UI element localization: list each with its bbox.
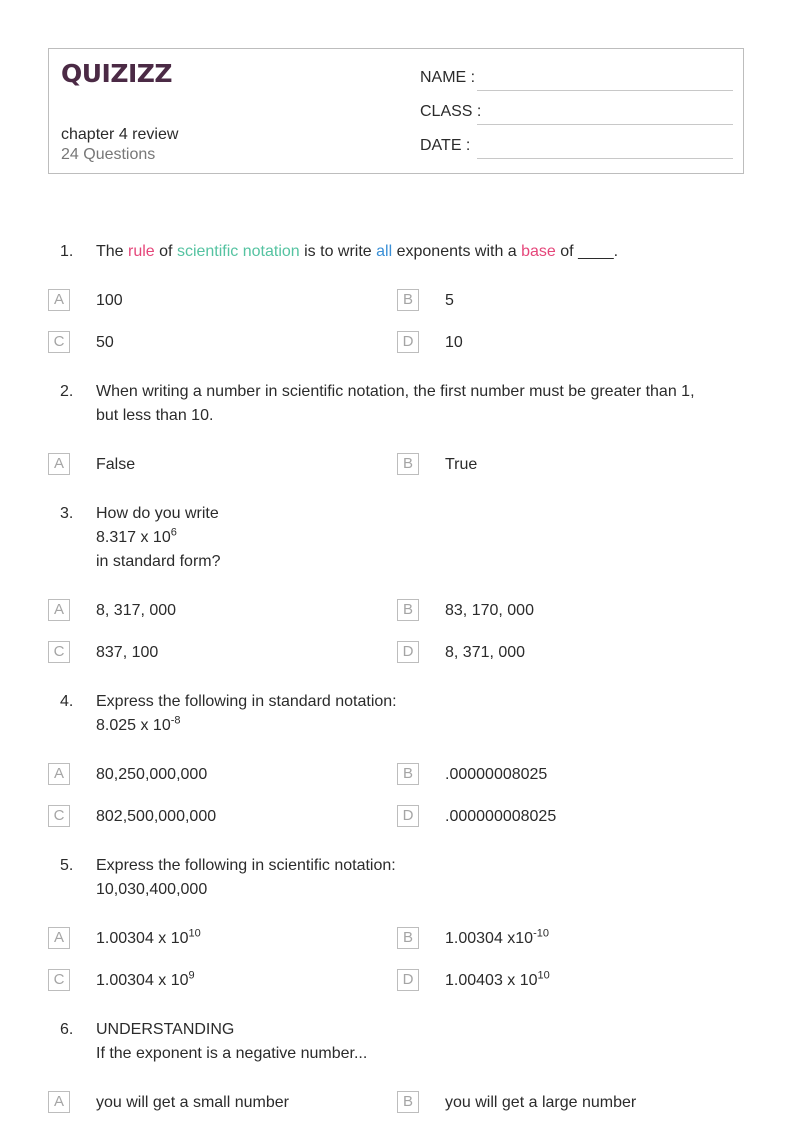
quizizz-logo: QUIZIZZ xyxy=(61,59,173,88)
number-base: 1.00403 x 10 xyxy=(445,972,538,989)
question-line: 10,030,400,000 xyxy=(96,881,208,898)
option-text: False xyxy=(96,456,136,473)
option-text: 100 xyxy=(96,292,123,309)
option-text: True xyxy=(445,456,478,473)
exponent: 10 xyxy=(188,927,201,940)
option-letter-box: D xyxy=(397,805,419,827)
option-letter-box: D xyxy=(397,331,419,353)
number-base: 8.317 x 10 xyxy=(96,529,171,546)
question-number: 1. xyxy=(60,243,74,260)
option-text xyxy=(96,927,201,951)
highlight-base: base xyxy=(521,243,556,260)
option-text: 50 xyxy=(96,334,114,351)
question-number: 5. xyxy=(60,857,74,874)
question-number: 3. xyxy=(60,505,74,522)
highlight-scientific-notation: scientific notation xyxy=(176,243,300,260)
name-field[interactable] xyxy=(477,89,733,91)
text-part: The xyxy=(96,243,129,260)
question-line: If the exponent is a negative number... xyxy=(96,1045,368,1062)
worksheet-title: chapter 4 review xyxy=(61,126,179,143)
option-letter-box: B xyxy=(397,1091,419,1113)
option-letter-box: B xyxy=(397,289,419,311)
option-letter-box: C xyxy=(48,331,70,353)
option-text xyxy=(445,969,550,993)
option-text: 8, 317, 000 xyxy=(96,602,177,619)
question-text xyxy=(96,1018,746,1066)
option-letter-box: A xyxy=(48,763,70,785)
question-line: Express the following in standard notation: xyxy=(96,693,397,710)
exponent: 6 xyxy=(170,526,177,539)
option-letter-box: C xyxy=(48,969,70,991)
question-line: Express the following in scientific notation: xyxy=(96,857,396,874)
option-letter-box: A xyxy=(48,1091,70,1113)
class-field[interactable] xyxy=(477,123,733,125)
question-line: How do you write xyxy=(96,505,219,522)
option-text: .00000008025 xyxy=(445,766,548,783)
number-base: 8.025 x 10 xyxy=(96,717,171,734)
question-number: 4. xyxy=(60,693,74,710)
option-text xyxy=(445,927,549,951)
question-text xyxy=(96,240,746,264)
question-text xyxy=(96,690,746,738)
number-base: 1.00304 x10 xyxy=(445,930,534,947)
question-count: 24 Questions xyxy=(61,146,156,163)
name-label: NAME : xyxy=(420,69,476,86)
question-text xyxy=(96,380,746,428)
exponent: 10 xyxy=(537,969,550,982)
question-text xyxy=(96,502,746,574)
option-letter-box: B xyxy=(397,927,419,949)
text-part: is to write xyxy=(299,243,377,260)
question-number: 2. xyxy=(60,383,74,400)
text-part: of ____. xyxy=(555,243,619,260)
exponent: -8 xyxy=(170,714,181,727)
option-text xyxy=(96,969,195,993)
text-part: of xyxy=(154,243,177,260)
option-letter-box: C xyxy=(48,805,70,827)
option-letter-box: A xyxy=(48,453,70,475)
option-letter-box: C xyxy=(48,641,70,663)
date-field[interactable] xyxy=(477,157,733,159)
option-text: 8, 371, 000 xyxy=(445,644,526,661)
option-letter-box: A xyxy=(48,927,70,949)
option-letter-box: B xyxy=(397,453,419,475)
option-text: 837, 100 xyxy=(96,644,159,661)
text-part: exponents with a xyxy=(392,243,522,260)
option-letter-box: B xyxy=(397,599,419,621)
highlight-rule: rule xyxy=(128,243,155,260)
highlight-all: all xyxy=(376,243,393,260)
question-line: When writing a number in scientific notation, the first number must be greater than 1, xyxy=(96,383,695,400)
question-number: 6. xyxy=(60,1021,74,1038)
worksheet-header xyxy=(48,48,744,174)
date-label: DATE : xyxy=(420,137,471,154)
option-letter-box: A xyxy=(48,289,70,311)
option-text: you will get a large number xyxy=(445,1094,637,1111)
class-label: CLASS : xyxy=(420,103,482,120)
option-letter-box: B xyxy=(397,763,419,785)
question-text xyxy=(96,854,746,902)
option-text: 802,500,000,000 xyxy=(96,808,217,825)
question-line: UNDERSTANDING xyxy=(96,1021,235,1038)
exponent: -10 xyxy=(533,927,549,940)
option-letter-box: D xyxy=(397,969,419,991)
option-text: you will get a small number xyxy=(96,1094,289,1111)
option-text: 83, 170, 000 xyxy=(445,602,534,619)
option-text: 80,250,000,000 xyxy=(96,766,208,783)
question-line: but less than 10. xyxy=(96,407,214,424)
number-base: 1.00304 x 10 xyxy=(96,972,189,989)
option-text: 5 xyxy=(445,292,454,309)
option-text: .000000008025 xyxy=(445,808,557,825)
option-letter-box: A xyxy=(48,599,70,621)
option-letter-box: D xyxy=(397,641,419,663)
number-base: 1.00304 x 10 xyxy=(96,930,189,947)
exponent: 9 xyxy=(188,969,195,982)
option-text: 10 xyxy=(445,334,463,351)
question-line: in standard form? xyxy=(96,553,221,570)
